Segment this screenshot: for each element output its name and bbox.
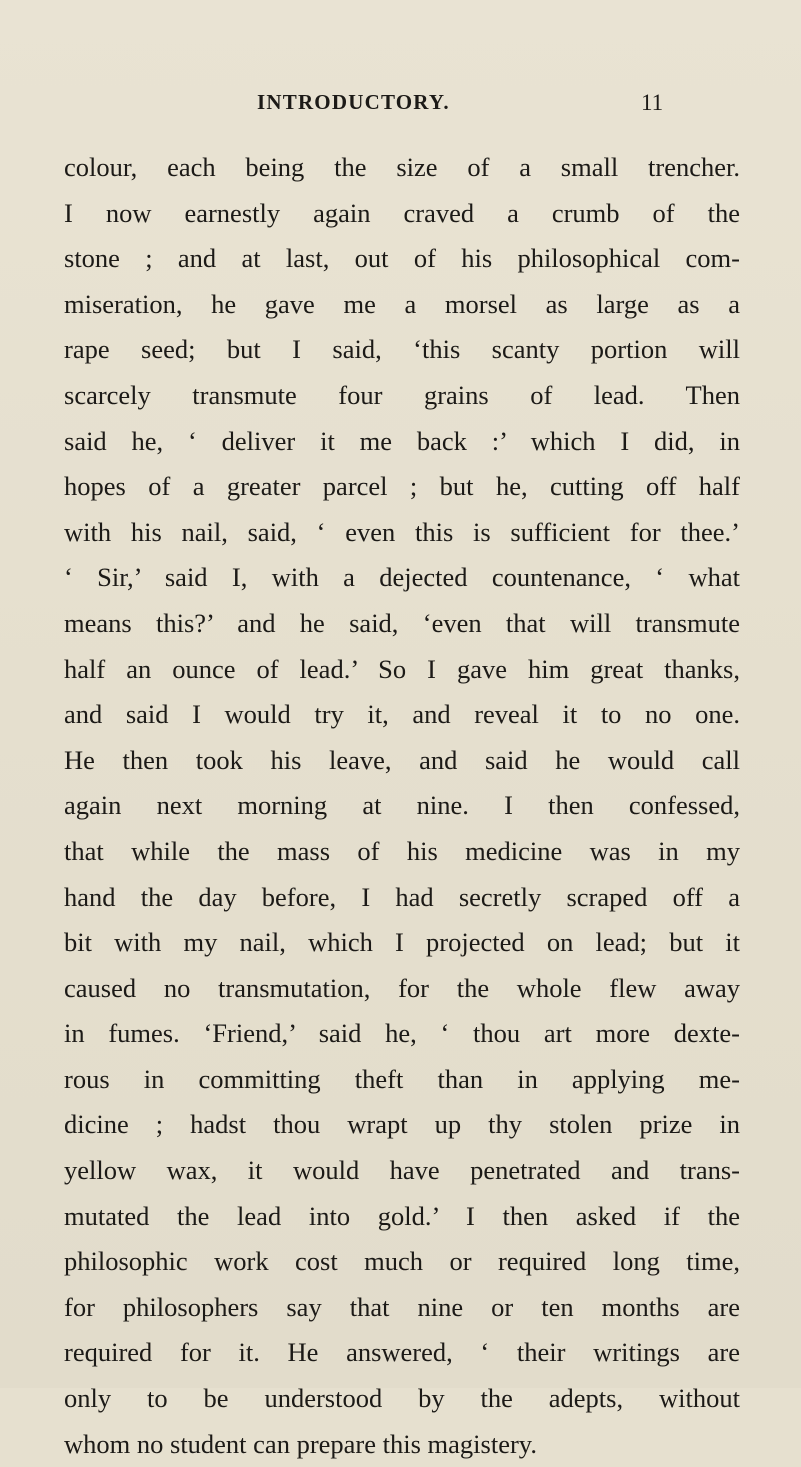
page-number: 11 — [641, 90, 664, 115]
text-line: in fumes. ‘Friend,’ said he, ‘ thou art more dexte- — [64, 1018, 740, 1049]
text-line: colour, each being the size of a small trencher. — [64, 152, 740, 182]
running-title: INTRODUCTORY. — [257, 90, 450, 114]
text-line: stone ; and at last, out of his philosophical com- — [64, 243, 740, 274]
text-line: yellow wax, it would have penetrated and trans- — [64, 1155, 740, 1186]
text-line: again next morning at nine. I then confessed, — [64, 790, 740, 821]
text-line: dicine ; hadst thou wrapt up thy stolen prize in — [64, 1109, 740, 1140]
text-line: philosophic work cost much or required long time, — [64, 1246, 740, 1277]
text-line: with his nail, said, ‘ even this is sufficient for thee.’ — [64, 516, 740, 547]
text-line: whom no student can prepare this magistery. — [64, 1428, 537, 1459]
body-text — [64, 145, 740, 1467]
text-line: I now earnestly again craved a crumb of the — [64, 197, 740, 228]
text-line: half an ounce of lead.’ So I gave him great thanks, — [64, 653, 740, 684]
text-line: said he, ‘ deliver it me back :’ which I did, in — [64, 425, 740, 456]
text-line: hopes of a greater parcel ; but he, cutting off half — [64, 471, 740, 502]
text-line: and said I would try it, and reveal it to no one. — [64, 699, 740, 730]
text-line: only to be understood by the adepts, without — [64, 1383, 740, 1414]
text-line: mutated the lead into gold.’ I then asked if the — [64, 1200, 740, 1231]
text-line: rape seed; but I said, ‘this scanty portion will — [64, 334, 740, 365]
running-head — [0, 90, 801, 124]
text-line: caused no transmutation, for the whole flew away — [64, 972, 740, 1003]
text-line: means this?’ and he said, ‘even that will transmute — [64, 607, 740, 638]
text-line: ‘ Sir,’ said I, with a dejected countenance, ‘ what — [64, 562, 740, 593]
text-line: He then took his leave, and said he would call — [64, 744, 740, 775]
text-line: hand the day before, I had secretly scraped off a — [64, 881, 740, 912]
text-line: scarcely transmute four grains of lead. Then — [64, 379, 740, 410]
text-line: that while the mass of his medicine was in my — [64, 835, 740, 866]
text-line: rous in committing theft than in applying me- — [64, 1063, 740, 1094]
text-line: for philosophers say that nine or ten months are — [64, 1291, 740, 1322]
text-line: bit with my nail, which I projected on lead; but it — [64, 927, 740, 958]
text-line: miseration, he gave me a morsel as large as a — [64, 288, 740, 319]
text-line: required for it. He answered, ‘ their writings are — [64, 1337, 740, 1368]
